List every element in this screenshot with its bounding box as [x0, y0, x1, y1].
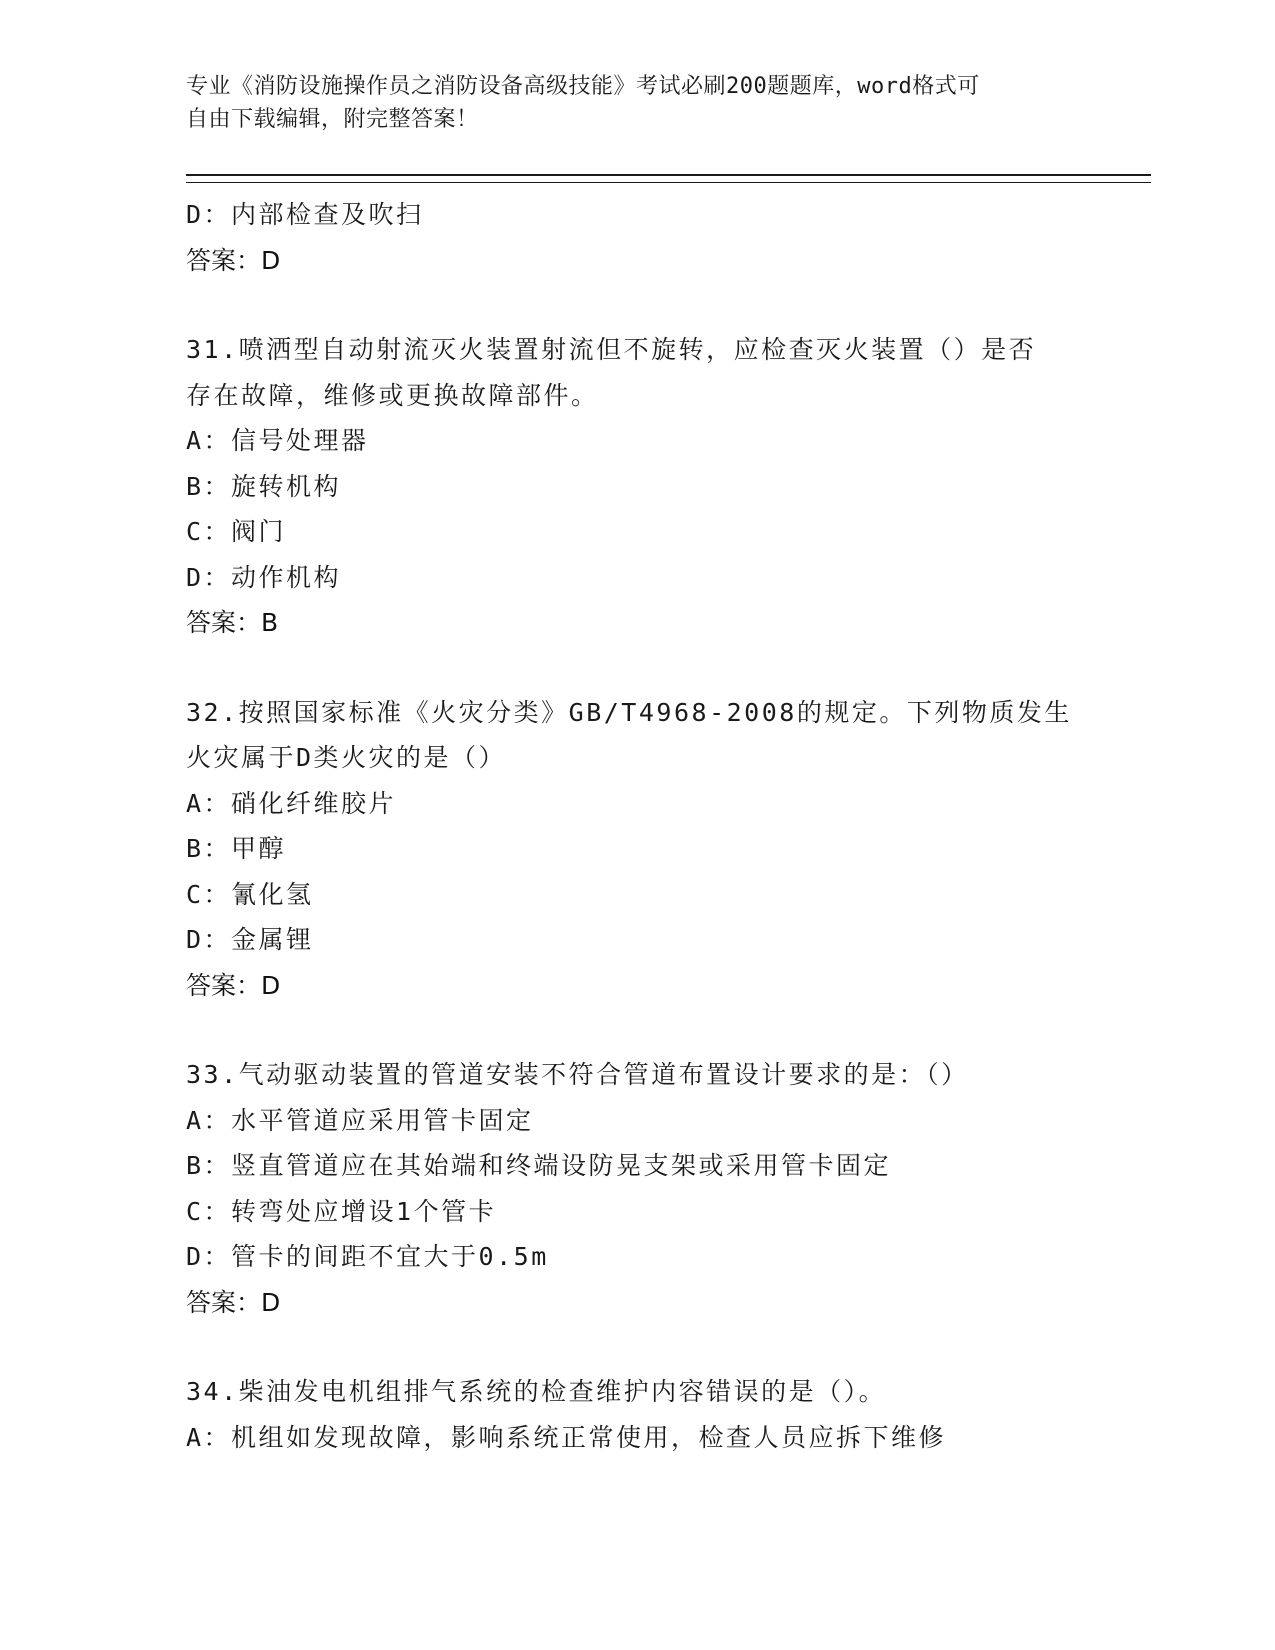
option-a: A：信号处理器 — [186, 426, 369, 455]
option-d: D：金属锂 — [186, 925, 314, 954]
option-d: D：内部检查及吹扫 — [186, 200, 424, 229]
document-page — [186, 70, 1151, 1460]
question-stem: 33.气动驱动装置的管道安装不符合管道布置设计要求的是：（） — [186, 1060, 969, 1089]
option-c: C：阀门 — [186, 517, 287, 546]
document-header — [186, 70, 1151, 136]
header-line-1: 专业《消防设施操作员之消防设备高级技能》考试必刷200题题库，word格式可 — [186, 74, 980, 99]
option-b: B：竖直管道应在其始端和终端设防晃支架或采用管卡固定 — [186, 1151, 892, 1180]
question-32 — [186, 690, 1151, 1009]
question-stem: 31.喷洒型自动射流灭火装置射流但不旋转，应检查灭火装置（）是否 — [186, 335, 1037, 364]
question-33 — [186, 1052, 1151, 1325]
option-c: C：转弯处应增设1个管卡 — [186, 1196, 497, 1226]
option-c: C：氰化氢 — [186, 879, 314, 909]
question-31 — [186, 327, 1151, 646]
option-b: B：旋转机构 — [186, 471, 342, 501]
question-stem: 火灾属于D类火灾的是（） — [186, 743, 507, 772]
answer-line: 答案：B — [186, 608, 279, 637]
question-stem: 34.柴油发电机组排气系统的检查维护内容错误的是（）。 — [186, 1377, 887, 1406]
answer-line: 答案：D — [186, 970, 281, 1000]
option-b: B：甲醇 — [186, 834, 287, 863]
option-a: A：水平管道应采用管卡固定 — [186, 1105, 534, 1135]
question-34 — [186, 1369, 1151, 1460]
answer-line: 答案：D — [186, 245, 281, 275]
option-d: D：管卡的间距不宜大于0.5m — [186, 1242, 549, 1271]
question-content — [186, 192, 1151, 1460]
option-d: D：动作机构 — [186, 562, 342, 592]
option-a: A：硝化纤维胶片 — [186, 788, 397, 818]
question-stem: 32.按照国家标准《火灾分类》GB/T4968-2008的规定。下列物质发生 — [186, 697, 1072, 727]
question-stem: 存在故障，维修或更换故障部件。 — [186, 380, 599, 410]
header-divider — [186, 174, 1151, 183]
option-a: A：机组如发现故障，影响系统正常使用，检查人员应拆下维修 — [186, 1422, 947, 1452]
answer-line: 答案：D — [186, 1287, 281, 1317]
header-line-2: 自由下载编辑，附完整答案！ — [186, 107, 479, 132]
